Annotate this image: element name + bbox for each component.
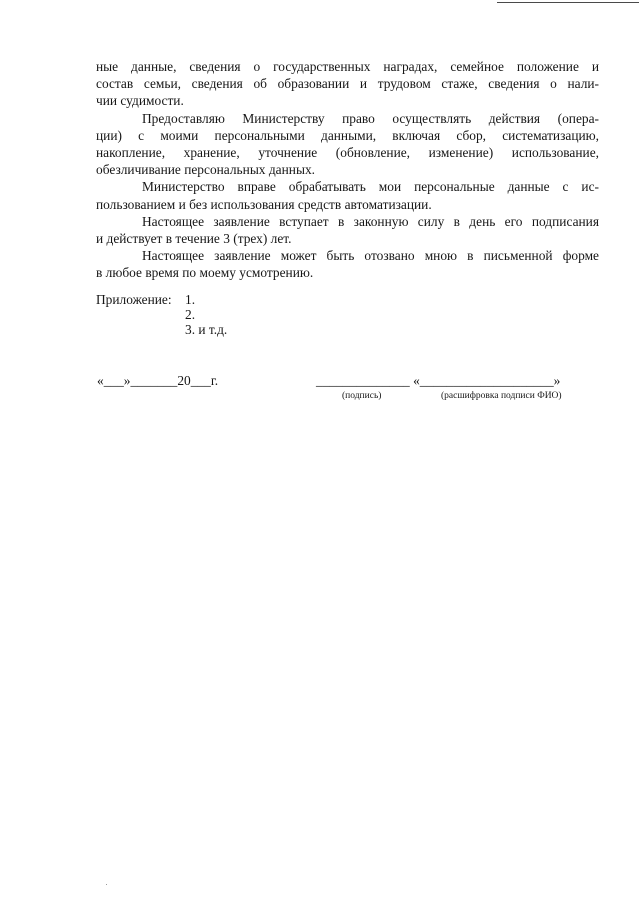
scan-speck — [106, 884, 107, 885]
signature-field: ______________ «____________________» — [316, 373, 561, 388]
date-field: «___»_______20___г. — [97, 373, 219, 388]
paragraph-personal-data-list — [96, 58, 599, 110]
paragraph-consent-operations — [96, 110, 599, 179]
paragraph-processing-methods — [96, 178, 599, 212]
appendix-item: 1. — [185, 292, 196, 307]
signature-caption: (подпись) — [342, 391, 382, 401]
scan-edge-line — [497, 2, 639, 3]
paragraph-validity — [96, 213, 599, 247]
document-body — [96, 58, 599, 282]
text-line: ные данные, сведения о государственных наградах, семейное положение и — [96, 59, 599, 74]
appendix-label: Приложение: — [96, 292, 172, 307]
appendix-list — [96, 292, 227, 337]
text-line: состав семьи, сведения об образовании и трудовом стаже, сведения о нали- — [96, 76, 599, 92]
paragraph-revocation — [96, 247, 599, 281]
text-line: Настоящее заявление может быть отозвано мною в письменной форме — [142, 248, 599, 264]
text-line: обезличивание персональных данных. — [96, 162, 315, 178]
text-line: ции) с моими персональными данными, включая сбор, систематизацию, — [96, 127, 599, 143]
text-line: Министерство вправе обрабатывать мои персональные данные с ис- — [142, 179, 599, 195]
appendix-item: 2. — [185, 307, 196, 322]
appendix-item: 3. и т.д. — [185, 322, 228, 337]
text-line: накопление, хранение, уточнение (обновление, изменение) использование, — [96, 145, 599, 161]
signature-decoding-caption: (расшифровка подписи ФИО) — [441, 391, 562, 401]
text-line: в любое время по моему усмотрению. — [96, 265, 314, 281]
text-line: пользованием и без использования средств автоматизации. — [96, 196, 432, 212]
text-line: и действует в течение 3 (трех) лет. — [96, 231, 292, 247]
text-line: Настоящее заявление вступает в законную силу в день его подписания — [142, 213, 599, 229]
text-line: чии судимости. — [96, 93, 184, 109]
text-line: Предоставляю Министерству право осуществлять действия (опера- — [142, 110, 599, 126]
